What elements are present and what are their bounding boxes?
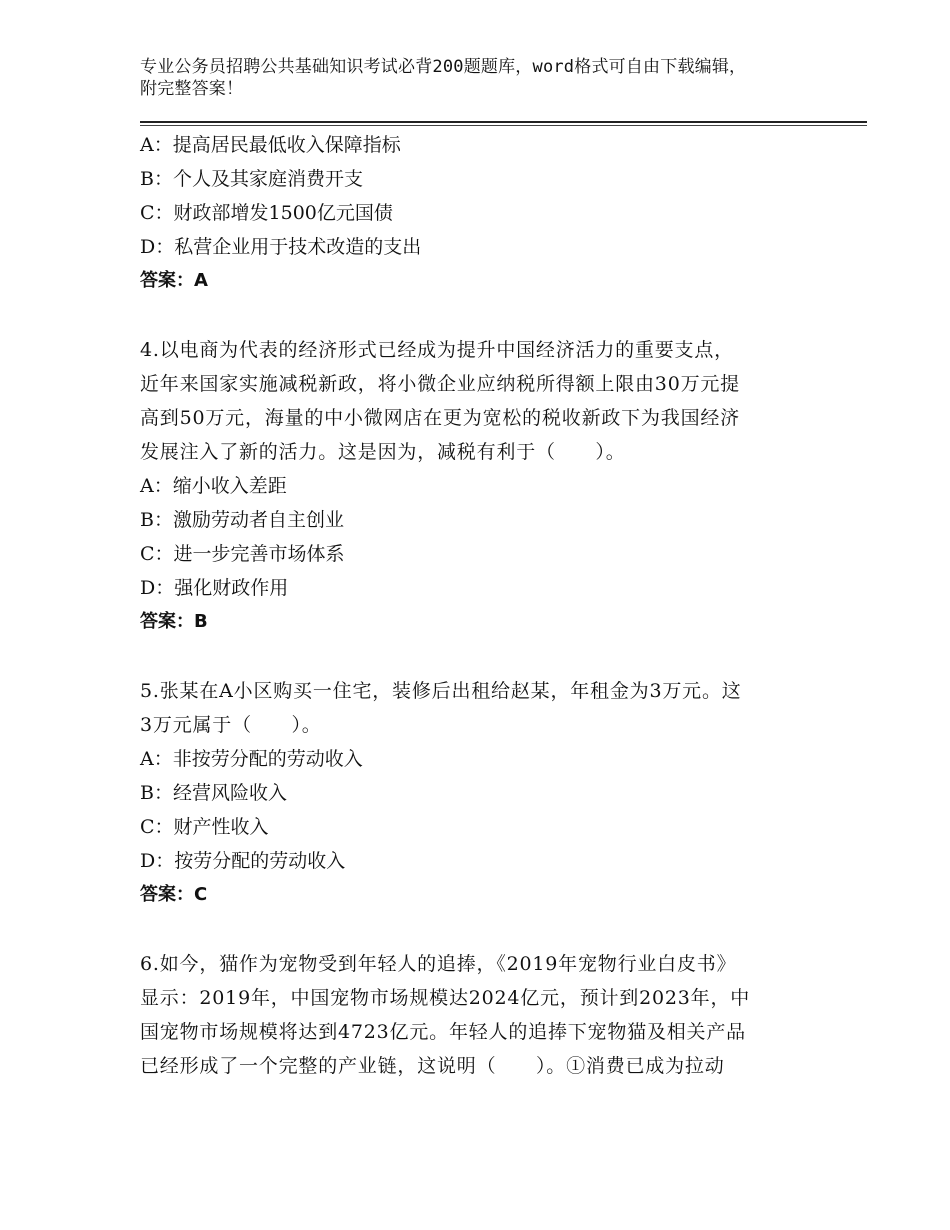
question-3-option-b: B：个人及其家庭消费开支 [140,168,363,190]
question-3-option-a: A：提高居民最低收入保障指标 [140,134,401,156]
question-5-text-line-2: 3万元属于（ ）。 [140,714,322,736]
question-5-option-d: D：按劳分配的劳动收入 [140,850,346,872]
question-4-option-b: B：激励劳动者自主创业 [140,509,344,531]
page-header [140,56,860,100]
header-rule-thin [140,125,867,126]
question-4-text-line-3: 高到50万元，海量的中小微网店在更为宽松的税收新政下为我国经济 [140,407,740,429]
header-line-2: 附完整答案！ [140,79,244,99]
question-3-option-c: C：财政部增发1500亿元国债 [140,202,393,224]
question-5-option-b: B：经营风险收入 [140,782,287,804]
question-4-option-d: D：强化财政作用 [140,577,289,599]
question-5-answer: 答案：C [140,884,208,905]
question-4-text-line-4: 发展注入了新的活力。这是因为，减税有利于（ ）。 [140,441,626,463]
spacer [140,639,820,674]
question-6-text-line-1: 6.如今，猫作为宠物受到年轻人的追捧，《2019年宠物行业白皮书》 [140,953,737,975]
question-6-block [140,947,820,1083]
header-rule-thick [140,121,867,123]
question-3-option-d: D：私营企业用于技术改造的支出 [140,236,422,258]
question-4-option-a: A：缩小收入差距 [140,475,287,497]
question-6-text-line-4: 已经形成了一个完整的产业链，这说明（ ）。①消费已成为拉动 [140,1055,725,1077]
question-3-block [140,128,820,298]
question-content [140,128,820,1083]
question-4-text-line-1: 4.以电商为代表的经济形式已经成为提升中国经济活力的重要支点， [140,339,734,361]
question-4-answer: 答案：B [140,611,208,632]
question-5-text-line-1: 5.张某在A小区购买一住宅，装修后出租给赵某，年租金为3万元。这 [140,680,742,702]
spacer [140,298,820,333]
question-6-text-line-3: 国宠物市场规模将达到4723亿元。年轻人的追捧下宠物猫及相关产品 [140,1021,746,1043]
question-5-option-a: A：非按劳分配的劳动收入 [140,748,363,770]
question-6-text-line-2: 显示：2019年，中国宠物市场规模达2024亿元，预计到2023年，中 [140,987,751,1009]
question-4-option-c: C：进一步完善市场体系 [140,543,345,565]
spacer [140,912,820,947]
question-3-answer: 答案：A [140,270,208,291]
question-5-block [140,674,820,912]
question-4-text-line-2: 近年来国家实施减税新政，将小微企业应纳税所得额上限由30万元提 [140,373,740,395]
header-line-1: 专业公务员招聘公共基础知识考试必背200题题库，word格式可自由下载编辑， [140,57,747,77]
question-4-block [140,333,820,639]
question-5-option-c: C：财产性收入 [140,816,269,838]
